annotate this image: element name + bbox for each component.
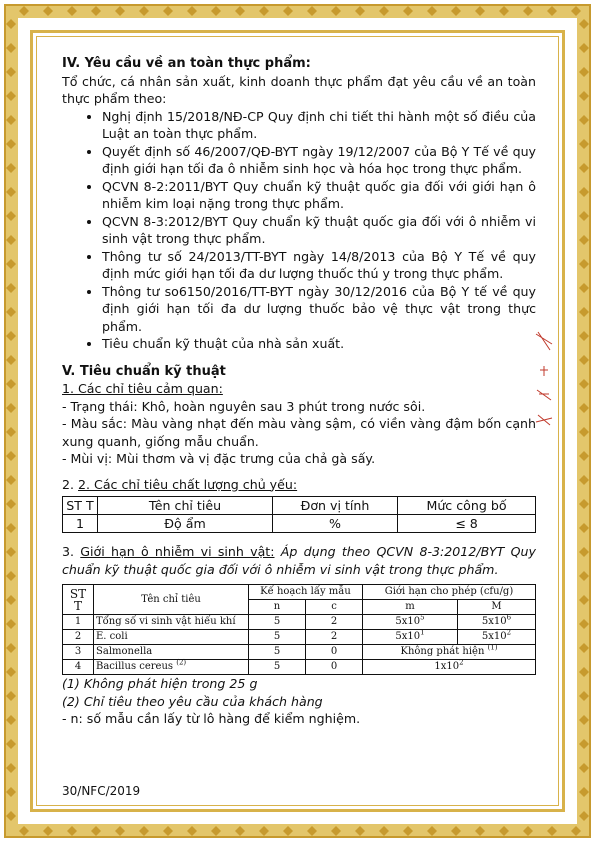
table-header: Tên chỉ tiêu: [98, 497, 273, 515]
table-cell: 4: [63, 660, 94, 675]
list-item: • QCVN 8-3:2012/BYT Quy chuẩn kỹ thuật quốc gia đối với ô nhiễm vi sinh vật trong thực phẩm.: [102, 213, 536, 248]
value-exponent: (2): [176, 658, 187, 667]
value-base: Không phát hiện: [400, 646, 485, 657]
sensory-line: - Màu sắc: Màu vàng nhạt đến màu vàng sậm, có viền vàng đậm bốn cạnh xung quanh, giống mẫu chuẩn.: [62, 416, 536, 449]
table-cell: E. coli: [94, 630, 249, 645]
value-base: 1x10: [434, 661, 460, 672]
value-exponent: (1): [487, 643, 498, 652]
table-cell: 5: [249, 630, 306, 645]
table-row: [63, 515, 536, 533]
table-cell: [363, 630, 458, 645]
section-5-title: V. Tiêu chuẩn kỹ thuật: [62, 363, 226, 379]
table-cell: Độ ẩm: [98, 515, 273, 533]
list-item: • Thông tư số 24/2013/TT-BYT ngày 14/8/2013 của Bộ Y Tế về quy định mức giới hạn tối đa dư lượng thuốc thú y trong thực phẩm.: [102, 248, 536, 283]
table-cell: 1: [63, 615, 94, 630]
list-item: • Quyết định số 46/2007/QĐ-BYT ngày 19/12/2007 của Bộ Y Tế về quy định giới hạn tối đa ô nhiễm sinh học và hóa học trong thực phẩm.: [102, 143, 536, 178]
table-header: Tên chỉ tiêu: [94, 585, 249, 615]
sensory-title: 1. Các chỉ tiêu cảm quan:: [62, 381, 223, 396]
red-stamp-seal: [534, 330, 554, 440]
table-cell: [458, 615, 536, 630]
value-exponent: 2: [506, 628, 512, 637]
table-cell: [363, 615, 458, 630]
footnote: (1) Không phát hiện trong 25 g: [62, 676, 258, 691]
footnote: - n: số mẫu cần lấy từ lô hàng để kiểm nghiệm.: [62, 711, 361, 726]
microbio-table: [62, 584, 536, 675]
document-code: 30/NFC/2019: [62, 784, 141, 798]
table-cell: %: [273, 515, 398, 533]
value-exponent: 5: [420, 613, 425, 622]
list-item: • QCVN 8-2:2011/BYT Quy chuẩn kỹ thuật quốc gia đối với giới hạn ô nhiễm kim loại nặng trong thực phẩm.: [102, 178, 536, 213]
table-row: [63, 615, 536, 630]
table-header: Mức công bố: [398, 497, 536, 515]
quality-title-text: 2. Các chỉ tiêu chất lượng chủ yếu:: [78, 476, 298, 492]
value-base: 5x10: [481, 616, 507, 627]
sensory-line: - Mùi vị: Mùi thơm và vị đặc trưng của chả gà sấy.: [62, 451, 376, 466]
table-cell: 0: [306, 645, 363, 660]
table-row: [63, 630, 536, 645]
table-cell: 1: [63, 515, 98, 533]
microbio-desc: Áp dụng theo QCVN 8-3:2012/BYT Quy chuẩn kỹ thuật quốc gia đối với ô nhiễm vi sinh vật trong thực phẩm.: [62, 544, 536, 577]
table-row: [63, 660, 536, 675]
table-row: [63, 645, 536, 660]
table-cell: 5: [249, 615, 306, 630]
section-4-intro: Tổ chức, cá nhân sản xuất, kinh doanh thực phẩm đạt yêu cầu về an toàn thực phẩm theo:: [62, 73, 536, 106]
quality-table: [62, 496, 536, 533]
table-cell: [363, 645, 536, 660]
table-cell: 5: [249, 645, 306, 660]
table-header: n: [249, 600, 306, 615]
table-header: m: [363, 600, 458, 615]
value-exponent: 2: [459, 658, 464, 667]
table-cell: [458, 630, 536, 645]
table-cell: Tổng số vi sinh vật hiếu khí: [94, 615, 249, 630]
table-header: ST T: [63, 585, 94, 615]
table-cell: Salmonella: [94, 645, 249, 660]
table-cell: 5: [249, 660, 306, 675]
table-header: ST T: [63, 497, 98, 515]
quality-title: 2. 2. Các chỉ tiêu chất lượng chủ yếu:: [62, 476, 298, 492]
section-4-title: IV. Yêu cầu về an toàn thực phẩm:: [62, 56, 311, 71]
footnote: (2) Chỉ tiêu theo yêu cầu của khách hàng: [62, 693, 323, 709]
table-cell: [94, 660, 249, 675]
table-header: Đơn vị tính: [273, 497, 398, 515]
table-header: c: [306, 600, 363, 615]
value-exponent: 6: [506, 613, 512, 622]
list-item: • Thông tư so6150/2016/TT-BYT ngày 30/12/2016 của Bộ Y tế về quy định giới hạn tối đa dư lượng thuốc bảo vệ thực vật trong thực phẩm.: [102, 283, 536, 336]
value-base: Bacillus cereus: [96, 661, 174, 672]
value-base: 5x10: [395, 616, 421, 627]
microbio-num: 3.: [62, 544, 75, 559]
table-cell: 3: [63, 645, 94, 660]
microbio-title-text: Giới hạn ô nhiễm vi sinh vật:: [80, 544, 275, 559]
regulation-list: [62, 108, 536, 353]
table-header: M: [458, 600, 536, 615]
table-cell: ≤ 8: [398, 515, 536, 533]
table-cell: 0: [306, 660, 363, 675]
value-exponent: 1: [420, 628, 425, 637]
list-item: • Tiêu chuẩn kỹ thuật của nhà sản xuất.: [102, 335, 536, 353]
document-body: [62, 55, 536, 728]
table-cell: 2: [306, 615, 363, 630]
value-base: 5x10: [481, 631, 507, 642]
table-cell: [363, 660, 536, 675]
table-header: Giới hạn cho phép (cfu/g): [363, 585, 536, 600]
table-cell: 2: [306, 630, 363, 645]
microbio-title: [62, 543, 536, 578]
value-base: 5x10: [395, 631, 421, 642]
list-item: • Nghị định 15/2018/NĐ-CP Quy định chi tiết thi hành một số điều của Luật an toàn thực phẩm.: [102, 108, 536, 143]
table-cell: 2: [63, 630, 94, 645]
sensory-line: - Trạng thái: Khô, hoàn nguyên sau 3 phút trong nước sôi.: [62, 398, 426, 414]
table-header: Kế hoạch lấy mẫu: [249, 585, 363, 600]
